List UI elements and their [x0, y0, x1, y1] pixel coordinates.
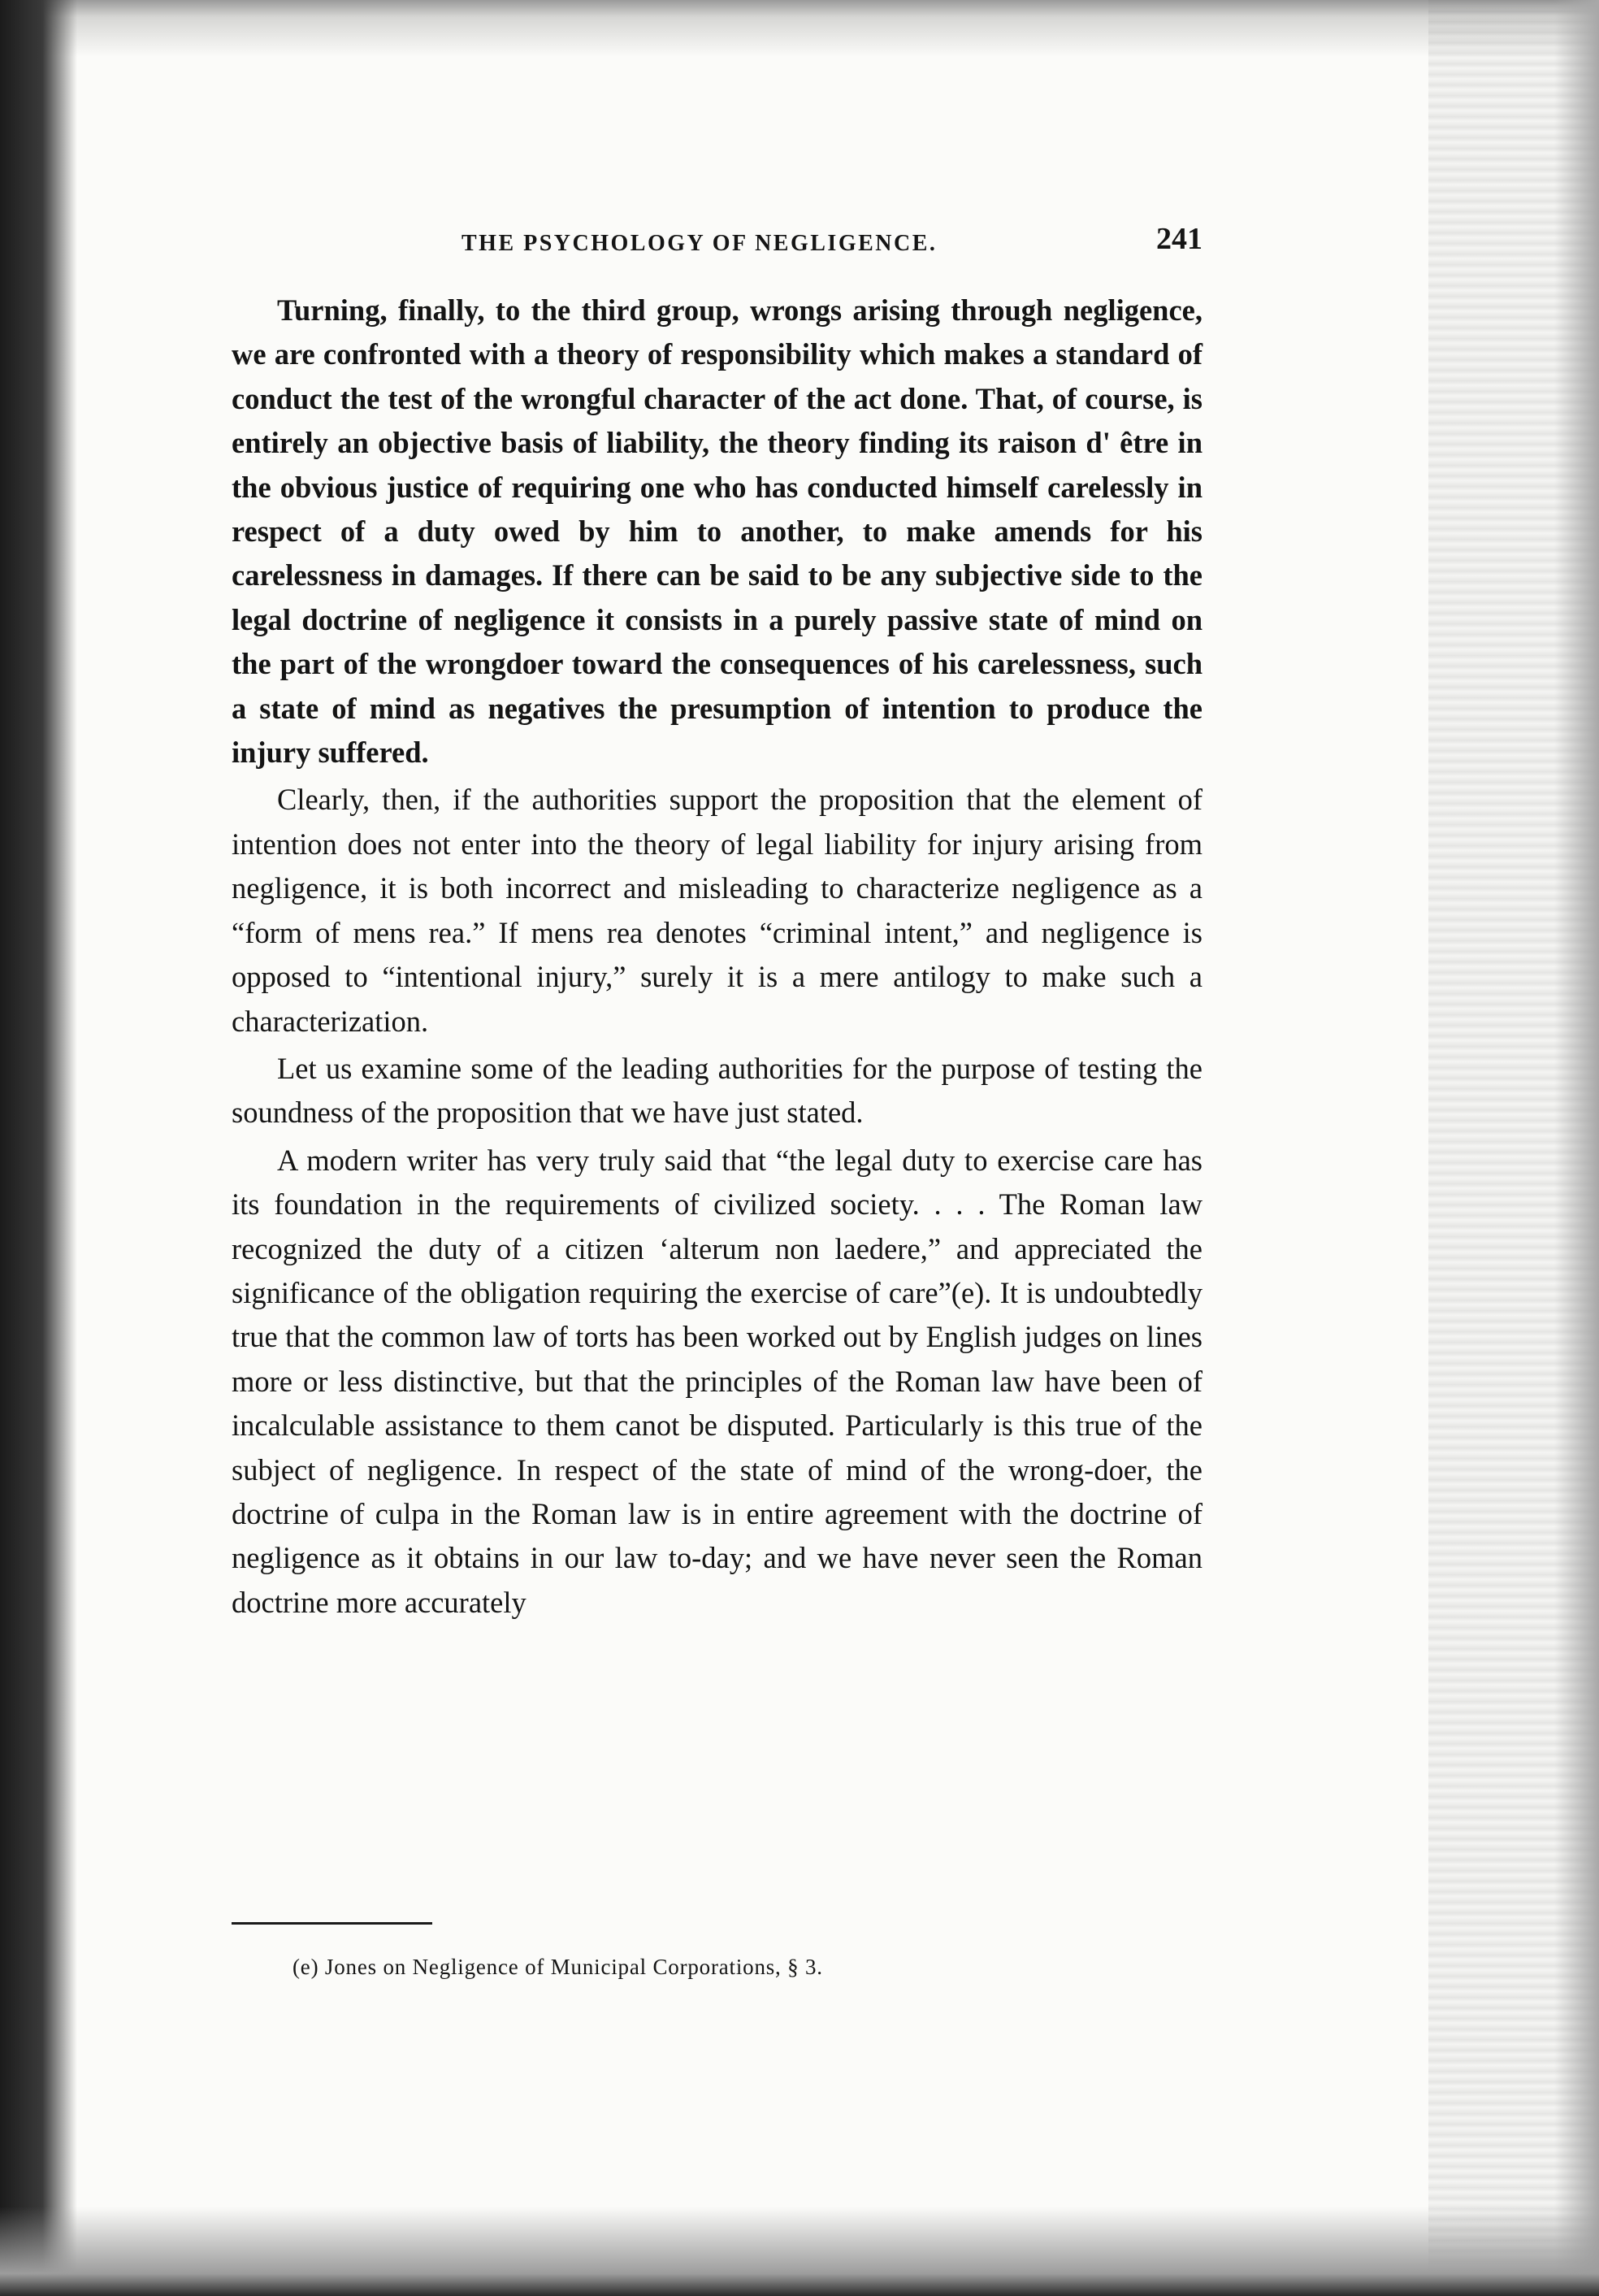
body-text — [232, 289, 1202, 1628]
paragraph-3: Let us examine some of the leading authorities for the purpose of testing the soundness of the proposition that we have just stated. — [232, 1051, 1202, 1130]
scan-shadow-left — [0, 0, 77, 2296]
paragraph-1: Turning, finally, to the third group, wrongs arising through negligence, we are confronted with a theory of responsibility which makes a standard of conduct the test of the wrongful character of the act done. That, of course, is entirely an objective basis of liability, the theory finding its raison d' être in the obvious justice of requiring one who has conducted himself carelessly in respect of a duty owed by him to another, to make amends for his carelessness in damages. If there can be said to be any subjective side to the legal doctrine of negligence it consists in a purely passive state of mind on the part of the wrongdoer toward the consequences of his carelessness, such a state of mind as negatives the presumption of intention to produce the injury suffered. — [232, 293, 1202, 770]
scan-shadow-right — [1554, 0, 1599, 2296]
scan-shadow-bottom — [0, 2207, 1599, 2296]
paragraph-2: Clearly, then, if the authorities support the proposition that the element of intention does not enter into the theory of legal liability for injury arising from negligence, it is both incorrect and misleading to characterize negligence as a “form of mens rea.” If mens rea denotes “criminal intent,” and negligence is opposed to “intentional injury,” surely it is a mere antilogy to make such a characterization. — [232, 783, 1202, 1038]
page-number: 241 — [1156, 222, 1202, 256]
footnote-divider — [232, 1922, 432, 1925]
paragraph-4: A modern writer has very truly said that “the legal duty to exercise care has its foundation in the requirements of civilized society. . . . The Roman law recognized the duty of a citizen ‘alterum non laedere,” and appreciated the significance of the obligation requiring the exercise of care”(e). It is undoubtedly true that the common law of torts has been worked out by English judges on lines more or less distinctive, but that the principles of the Roman law have been of incalculable assistance to them canot be disputed. Particularly is this true of the subject of negligence. In respect of the state of mind of the wrong-doer, the doctrine of culpa in the Roman law is in entire agreement with the doctrine of negligence as it obtains in our law to-day; and we have never seen the Roman doctrine more accurately — [232, 1143, 1202, 1619]
running-head: THE PSYCHOLOGY OF NEGLIGENCE. — [462, 231, 938, 256]
scan-shadow-top — [0, 0, 1599, 57]
page-header — [232, 221, 1202, 262]
footnote: (e) Jones on Negligence of Municipal Corporations, § 3. — [292, 1955, 823, 1979]
